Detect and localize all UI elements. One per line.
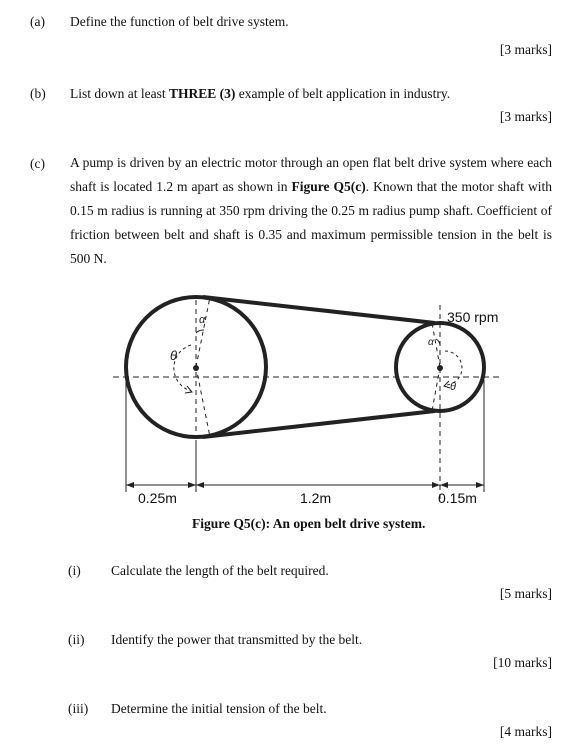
sub-question-i-label: (i) [68, 563, 81, 578]
question-c-text [70, 151, 552, 271]
dim-arrow-right-start [440, 482, 448, 488]
question-a-label: (a) [30, 14, 45, 29]
dim-arrow-mid-start [196, 482, 204, 488]
large-pulley-center [193, 365, 199, 371]
alpha-arc-right [436, 339, 440, 345]
question-a-marks: [3 marks] [499, 42, 552, 57]
dim-left-label: 0.25m [138, 490, 177, 506]
theta-arrow-left [185, 386, 192, 393]
sub-question-i-marks: [5 marks] [499, 586, 552, 601]
question-c-text-post: . Known that the motor shaft with 0.15 m radius is running at 350 rpm driving the 0.25 m radius pump shaft. Coefficient of friction between belt and shaft is 0.35 and maximum permissible tension in the belt is 500 N. [70, 179, 552, 266]
question-c-text-pre: A pump is driven by an electric motor through an open flat belt drive system where each shaft is located 1.2 m apart as shown in [70, 155, 552, 194]
dim-right-label: 0.15m [438, 490, 477, 506]
dim-arrow-mid-end [432, 482, 440, 488]
sub-question-ii-text: Identify the power that transmitted by the belt. [111, 632, 363, 647]
sub-question-ii-label: (ii) [68, 632, 85, 647]
sub-question-iii-label: (iii) [68, 701, 89, 716]
theta-arc-right [445, 351, 462, 385]
belt-drive-figure [0, 285, 581, 515]
question-b-text-pre: List down at least [70, 86, 169, 101]
question-b-text [70, 86, 450, 102]
dim-center-label: 1.2m [300, 490, 332, 506]
theta-left-label: θ [170, 348, 178, 363]
dim-arrow-left-end [188, 482, 196, 488]
large-pulley-upper-radius [196, 297, 210, 367]
sub-question-i-text: Calculate the length of the belt required. [111, 563, 329, 578]
theta-right-label: θ [450, 381, 456, 393]
small-pulley-lower-radius [432, 367, 440, 411]
question-b-text-post: example of belt application in industry. [235, 86, 451, 101]
question-c-label: (c) [30, 156, 45, 171]
sub-question-ii-marks: [10 marks] [493, 655, 552, 670]
alpha-right-label: α [428, 337, 434, 348]
question-b-marks: [3 marks] [499, 109, 552, 124]
question-b-label: (b) [30, 86, 46, 101]
sub-question-iii-marks: [4 marks] [499, 724, 552, 739]
dim-arrow-right-end [476, 482, 484, 488]
question-a-text: Define the function of belt drive system. [70, 14, 289, 29]
dim-arrow-left-start [126, 482, 134, 488]
alpha-left-label: α [199, 314, 206, 326]
sub-question-iii-text: Determine the initial tension of the belt. [111, 701, 327, 716]
rpm-label: 350 rpm [447, 309, 499, 325]
question-b-text-bold: THREE (3) [168, 86, 236, 101]
question-c-text-bold: Figure Q5(c) [291, 179, 366, 194]
small-pulley-center [437, 365, 443, 371]
figure-caption: Figure Q5(c): An open belt drive system. [192, 516, 426, 531]
